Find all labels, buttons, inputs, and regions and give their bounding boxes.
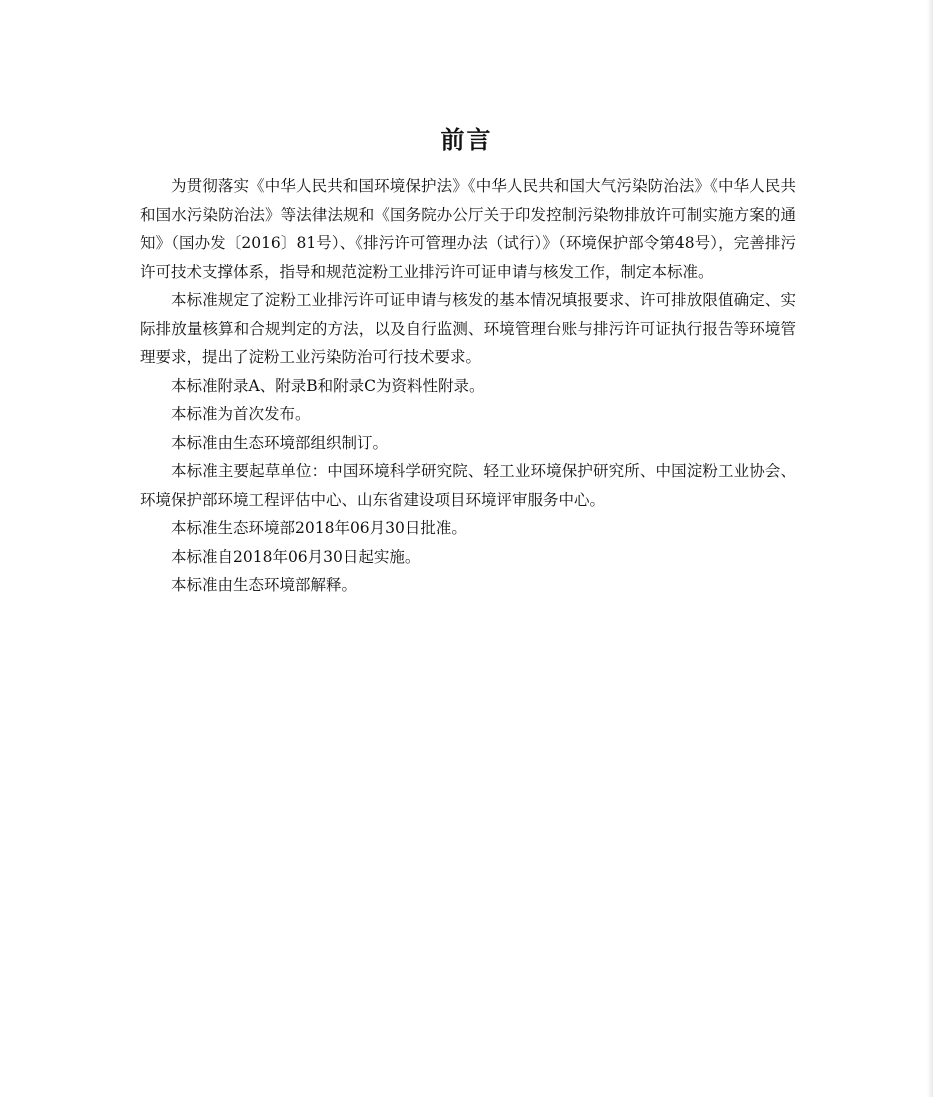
paragraph-drafting-units: 本标准主要起草单位：中国环境科学研究院、轻工业环境保护研究所、中国淀粉工业协会、环境保护部环境工程评估中心、山东省建设项目环境评审服务中心。 — [140, 462, 796, 509]
paragraph-organizer: 本标准由生态环境部组织制订。 — [171, 433, 389, 452]
paragraph-interpretation: 本标准由生态环境部解释。 — [171, 576, 358, 594]
paragraph-purpose: 为贯彻落实《中华人民共和国环境保护法》《中华人民共和国大气污染防治法》《中华人民共和国水污染防治法》等法律法规和《国务院办公厅关于印发控制污染物排放许可制实施方案的通知》（国办发〔2016〕81号）、《排污许可管理办法（试行）》（环境保护部令第48号），完善排污许可技术支撑体系，指导和规范淀粉工业排污许可证申请与核发工作，制定本标准。 — [140, 177, 796, 281]
paragraph-effective-date: 本标准自2018年06月30日起实施。 — [171, 547, 421, 566]
page-edge-shadow — [927, 0, 933, 1097]
paragraph-first-release: 本标准为首次发布。 — [171, 405, 311, 423]
foreword-body — [140, 172, 796, 600]
paragraph-scope: 本标准规定了淀粉工业排污许可证申请与核发的基本情况填报要求、许可排放限值确定、实际排放量核算和合规判定的方法，以及自行监测、环境管理台账与排污许可证执行报告等环境管理要求，提出了淀粉工业污染防治可行技术要求。 — [140, 291, 796, 366]
paragraph-approval-date: 本标准生态环境部2018年06月30日批准。 — [171, 519, 467, 537]
page-title: 前言 — [440, 126, 493, 154]
paragraph-appendices: 本标准附录A、附录B和附录C为资料性附录。 — [171, 376, 485, 395]
